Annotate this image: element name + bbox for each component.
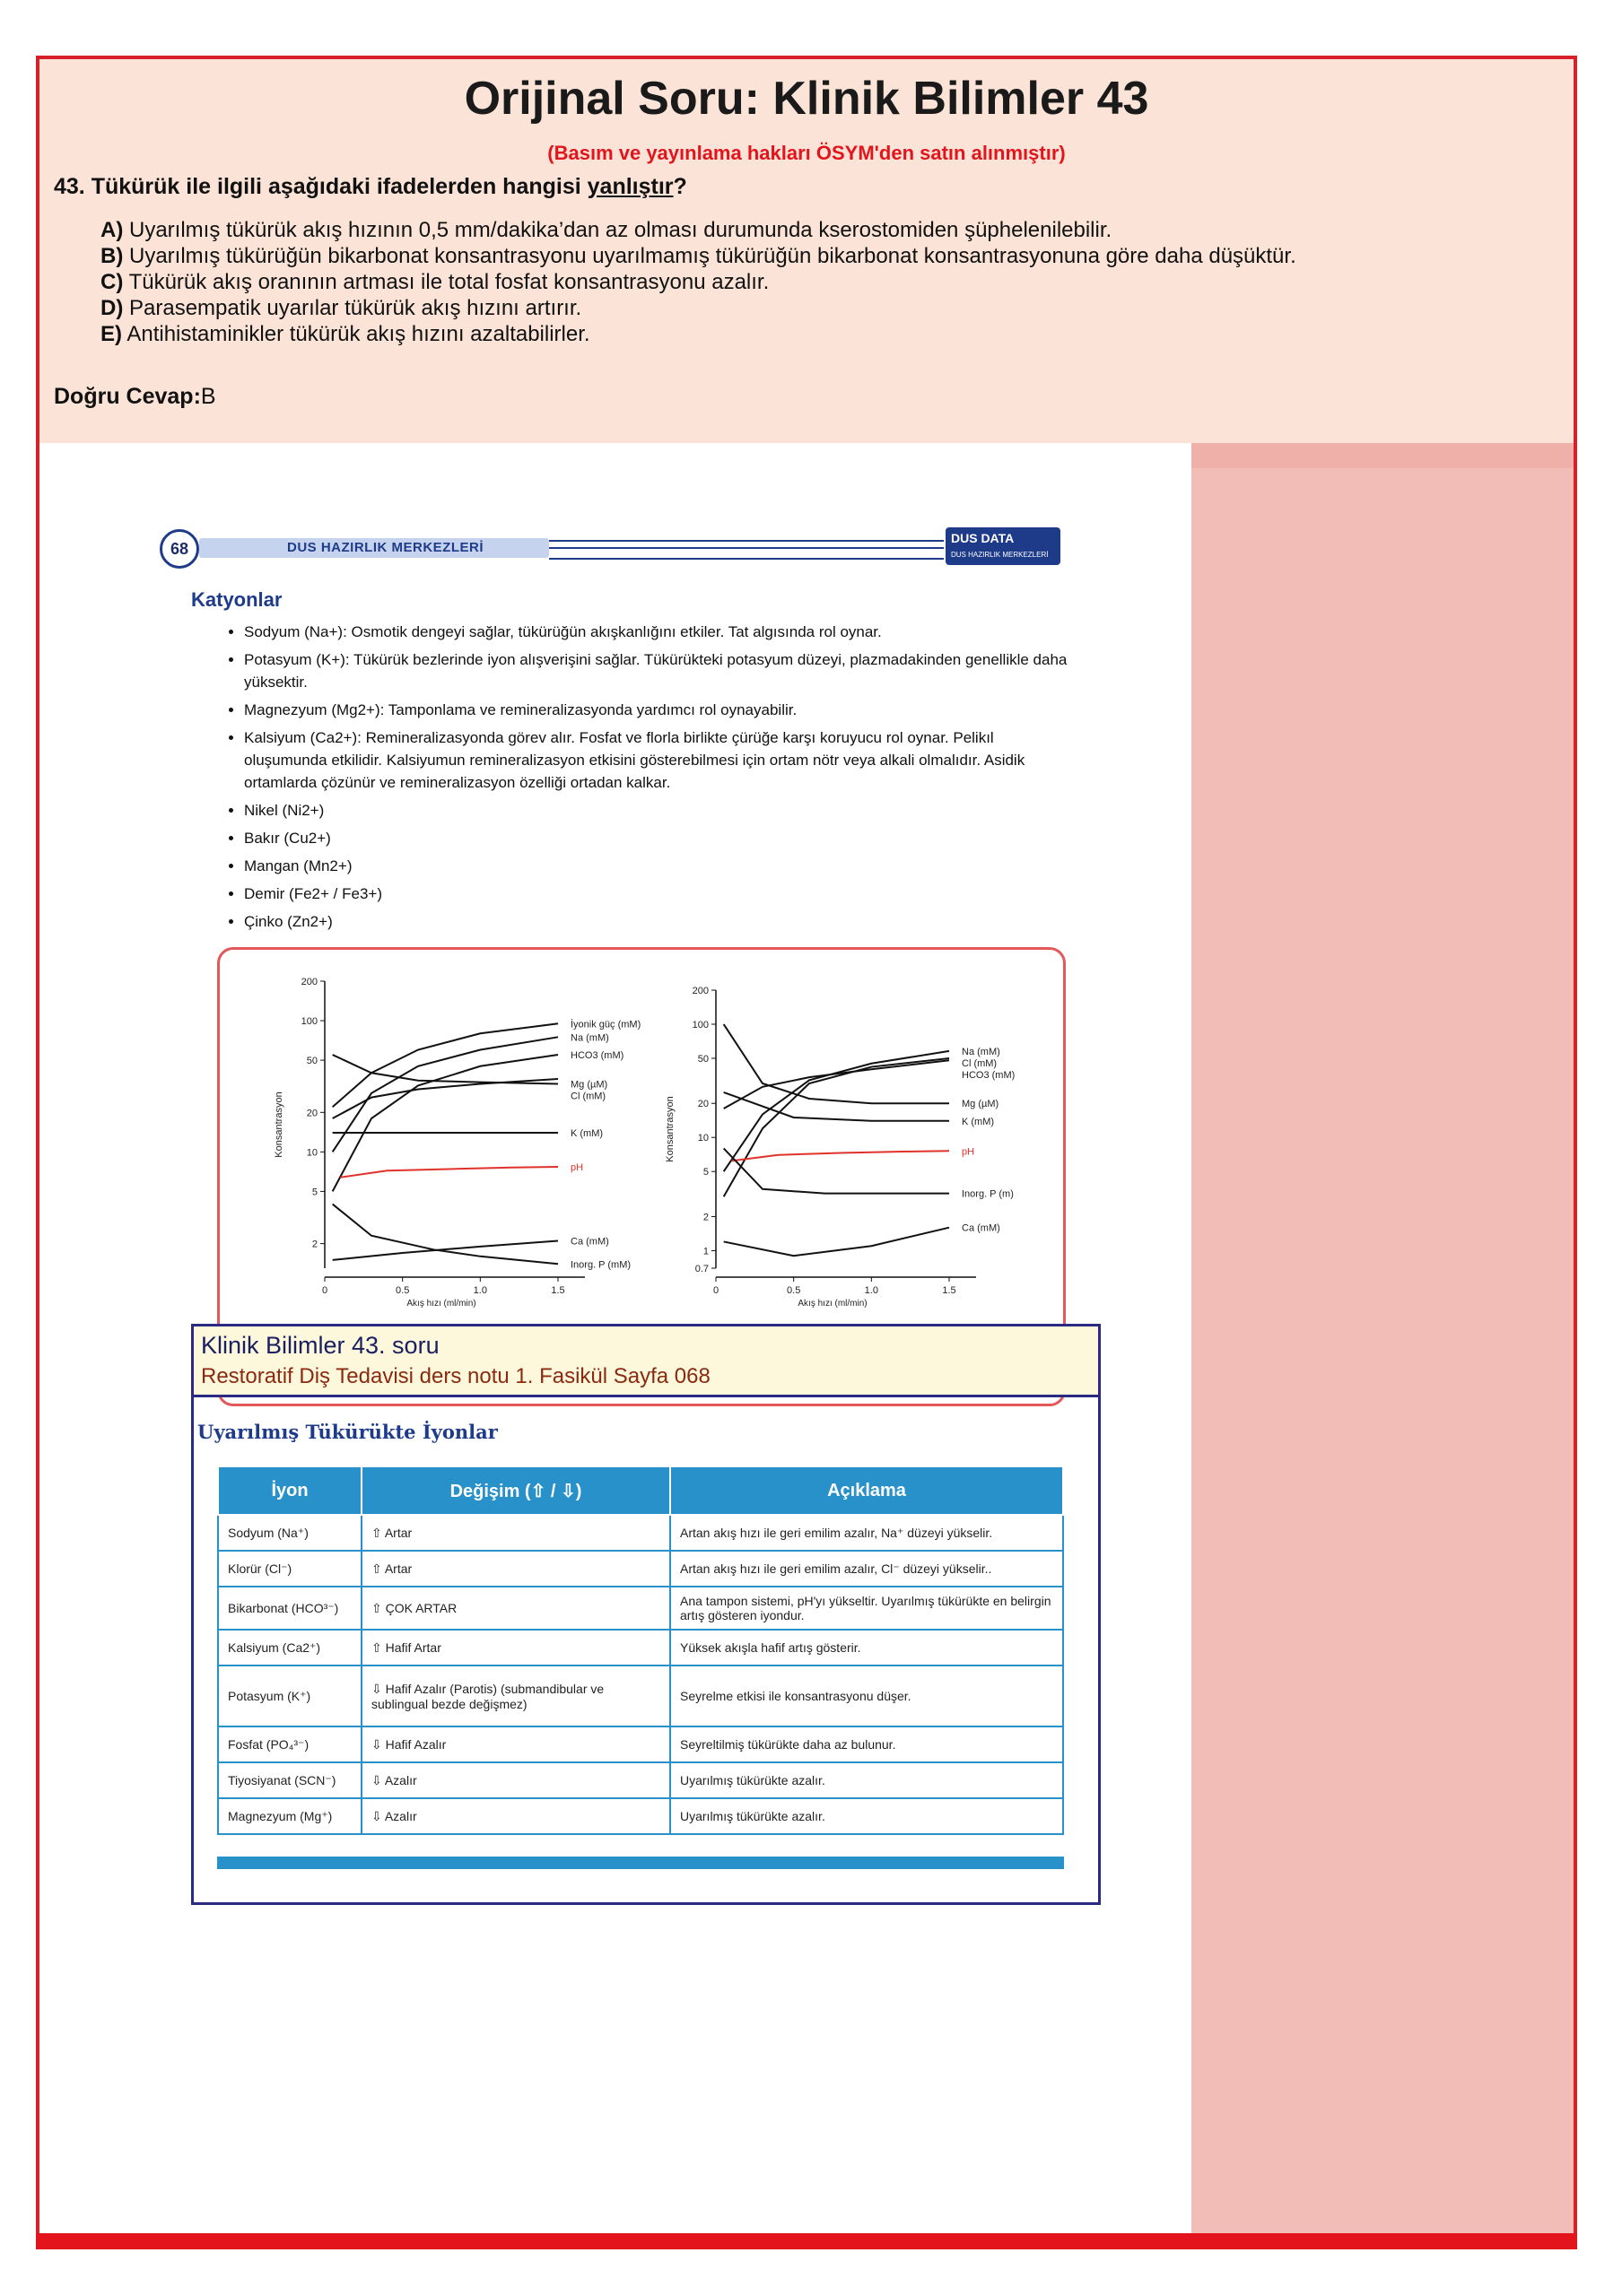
header-rule [549,540,944,560]
series-line [724,1058,949,1196]
y-tick-label: 5 [702,1167,709,1178]
legend-label: Ca (mM) [571,1236,609,1248]
y-tick-label: 50 [697,1053,709,1065]
table-row [218,1630,1063,1665]
list-item: • Bakır (Cu2+) [244,827,1077,849]
table-row [218,1665,1063,1726]
option-a: A) Uyarılmış tükürük akış hızının 0,5 mm/dakika’dan az olması durumunda kserostomiden şüphelenilebilir. [100,218,1112,242]
description-cell: Ana tampon sistemi, pH'yı yükseltir. Uyarılmış tükürükte en belirgin artış gösteren iyondur. [670,1587,1063,1630]
cation-list [215,621,1077,938]
x-tick-label: 0 [712,1285,719,1296]
change-cell: ⇩ Azalır [362,1798,670,1834]
option-b: B) Uyarılmış tükürüğün bikarbonat konsantrasyonu uyarılmamış tükürüğün bikarbonat konsantrasyonuna göre daha düşüktür. [100,244,1296,268]
y-tick-label: 5 [311,1187,318,1198]
x-axis-label: Akış hızı (ml/min) [798,1299,868,1309]
source-caption [191,1324,1101,1397]
description-cell: Uyarılmış tükürükte azalır. [670,1762,1063,1798]
change-cell: ⇩ Hafif Azalır (Parotis) (submandibular ve sublingual bezde değişmez) [362,1665,670,1726]
dusdata-logo: DUS DATA DUS HAZIRLIK MERKEZLERİ [946,527,1060,565]
x-tick-label: 1.0 [864,1285,878,1296]
list-item: • Sodyum (Na+): Osmotik dengeyi sağlar, tükürüğün akışkanlığını etkiler. Tat algısında rol oynar. [244,621,1077,643]
caption-source: Restoratif Diş Tedavisi ders notu 1. Fasikül Sayfa 068 [201,1364,711,1388]
list-item: • Magnezyum (Mg2+): Tamponlama ve remineralizasyonda yardımcı rol oynayabilir. [244,699,1077,721]
list-item: • Potasyum (K+): Tükürük bezlerinde iyon alışverişini sağlar. Tükürükteki potasyum düzeyi, plazmadakinden genellikle daha yüksektir. [244,648,1077,693]
y-tick-label: 200 [692,986,709,996]
x-tick-label: 1.0 [473,1285,487,1296]
y-tick-label: 100 [301,1016,318,1028]
table-row [218,1551,1063,1587]
y-tick-label: 200 [301,977,318,987]
series-line [340,1167,558,1178]
bottom-bar [36,2233,1577,2249]
header-text: DUS HAZIRLIK MERKEZLERİ [287,540,484,555]
series-line [333,1037,558,1152]
column-header: Değişim (⇧ / ⇩) [362,1466,670,1515]
legend-label: pH [571,1161,584,1173]
y-tick-label: 2 [311,1239,318,1250]
list-item: • Çinko (Zn2+) [244,910,1077,933]
side-margin [1191,443,1574,2233]
section-title: Katyonlar [191,588,283,611]
x-tick-label: 1.5 [942,1285,956,1296]
ion-cell: Sodyum (Na⁺) [218,1515,362,1551]
stem-suffix: ? [673,174,687,199]
series-line [333,1205,558,1265]
change-cell: ⇧ Artar [362,1515,670,1551]
book-header [160,527,1066,570]
change-cell: ⇩ Hafif Azalır [362,1726,670,1762]
description-cell: Yüksek akışla hafif artış gösterir. [670,1630,1063,1665]
y-axis-label: Konsantrasyon [665,1096,676,1162]
column-header: Açıklama [670,1466,1063,1515]
change-cell: ⇧ ÇOK ARTAR [362,1587,670,1630]
x-tick-label: 0.5 [787,1285,801,1296]
x-tick-label: 0.5 [396,1285,410,1296]
legend-label: Na (mM) [571,1032,609,1044]
flow-rate-charts [217,947,1066,1324]
list-item: • Kalsiyum (Ca2+): Remineralizasyonda görev alır. Fosfat ve florla birlikte çürüğe karşı koruyucu rol oynar. Pelikıl oluşumunda etkilidir. Kalsiyumun remineralizasyon etkisini gösterebilmesi için ortam nötr veya alkali olmalıdır. Asidik ortamlarda çözünür ve remineralizasyon özelliği ortadan kalkar. [244,726,1077,794]
ion-cell: Potasyum (K⁺) [218,1665,362,1726]
description-cell: Artan akış hızı ile geri emilim azalır, Na⁺ düzeyi yükselir. [670,1515,1063,1551]
y-tick-label: 0.7 [694,1264,709,1274]
table-row [218,1726,1063,1762]
y-tick-label: 10 [306,1147,318,1159]
side-margin-top [1191,443,1574,468]
description-cell: Seyrelme etkisi ile konsantrasyonu düşer. [670,1665,1063,1726]
description-cell: Uyarılmış tükürükte azalır. [670,1798,1063,1834]
y-tick-label: 20 [697,1099,709,1110]
ion-cell: Tiyosiyanat (SCN⁻) [218,1762,362,1798]
legend-label: K (mM) [962,1116,995,1127]
y-tick-label: 100 [692,1019,709,1031]
ion-cell: Klorür (Cl⁻) [218,1551,362,1587]
stem-prefix: 43. Tükürük ile ilgili aşağıdaki ifadelerden hangisi [54,174,588,199]
series-line [724,1228,949,1257]
question-title: Orijinal Soru: Klinik Bilimler 43 [464,73,1149,125]
description-cell: Artan akış hızı ile geri emilim azalır, Cl⁻ düzeyi yükselir.. [670,1551,1063,1587]
series-line [724,1092,949,1121]
legend-label: Mg (µM) [962,1099,999,1110]
list-item: • Demir (Fe2+ / Fe3+) [244,883,1077,905]
table-row [218,1587,1063,1630]
ion-cell: Fosfat (PO₄³⁻) [218,1726,362,1762]
table-row [218,1515,1063,1551]
table-row [218,1798,1063,1834]
y-tick-label: 10 [697,1133,709,1144]
x-tick-label: 0 [321,1285,328,1296]
question-stem [54,174,687,200]
list-item: • Mangan (Mn2+) [244,855,1077,877]
series-line [333,1079,558,1118]
y-tick-label: 1 [702,1246,709,1257]
legend-label: Cl (mM) [571,1091,606,1102]
legend-label: Inorg. P (m) [962,1188,1014,1200]
y-tick-label: 50 [306,1056,318,1067]
legend-label: Ca (mM) [962,1222,1000,1234]
ion-table [217,1465,1064,1835]
option-d: D) Parasempatik uyarılar tükürük akış hızını artırır. [100,296,582,320]
option-e: E) Antihistaminikler tükürük akış hızını azaltabilirler. [100,322,590,346]
legend-label: İyonik güç (mM) [571,1019,641,1031]
correct-answer: Doğru Cevap:B [54,384,216,409]
legend-label: Inorg. P (mM) [571,1259,632,1271]
series-line [333,1055,558,1191]
table-title: Uyarılmış Tükürükte İyonlar [197,1421,498,1443]
series-line [333,1023,558,1107]
legend-label: HCO3 (mM) [962,1069,1016,1081]
series-line [731,1151,949,1161]
series-line [724,1148,949,1193]
column-header: İyon [218,1466,362,1515]
change-cell: ⇧ Hafif Artar [362,1630,670,1665]
ion-cell: Bikarbonat (HCO³⁻) [218,1587,362,1630]
option-c: C) Tükürük akış oranının artması ile total fosfat konsantrasyonu azalır. [100,270,770,294]
x-tick-label: 1.5 [551,1285,565,1296]
table-row [218,1762,1063,1798]
y-tick-label: 2 [702,1212,709,1223]
ion-cell: Kalsiyum (Ca2⁺) [218,1630,362,1665]
legend-label: pH [962,1146,975,1158]
table-footer-band [217,1857,1064,1869]
y-axis-label: Konsantrasyon [274,1091,284,1158]
page-number: 68 [160,529,199,569]
legend-label: Cl (mM) [962,1057,998,1069]
stem-underlined: yanlıştır [587,174,674,199]
legend-label: Na (mM) [962,1046,1000,1057]
change-cell: ⇩ Azalır [362,1762,670,1798]
question-panel [39,59,1574,443]
caption-title: Klinik Bilimler 43. soru [201,1332,440,1359]
legend-label: HCO3 (mM) [571,1050,624,1062]
description-cell: Seyreltilmiş tükürükte daha az bulunur. [670,1726,1063,1762]
option-list [100,217,1296,347]
legend-label: Mg (µM) [571,1079,608,1091]
legend-label: K (mM) [571,1127,604,1139]
change-cell: ⇧ Artar [362,1551,670,1587]
y-tick-label: 20 [306,1108,318,1119]
ion-cell: Magnezyum (Mg⁺) [218,1798,362,1834]
copyright-note: (Basım ve yayınlama hakları ÖSYM'den satın alınmıştır) [547,142,1066,164]
x-axis-label: Akış hızı (ml/min) [406,1299,476,1309]
list-item: • Nikel (Ni2+) [244,799,1077,822]
